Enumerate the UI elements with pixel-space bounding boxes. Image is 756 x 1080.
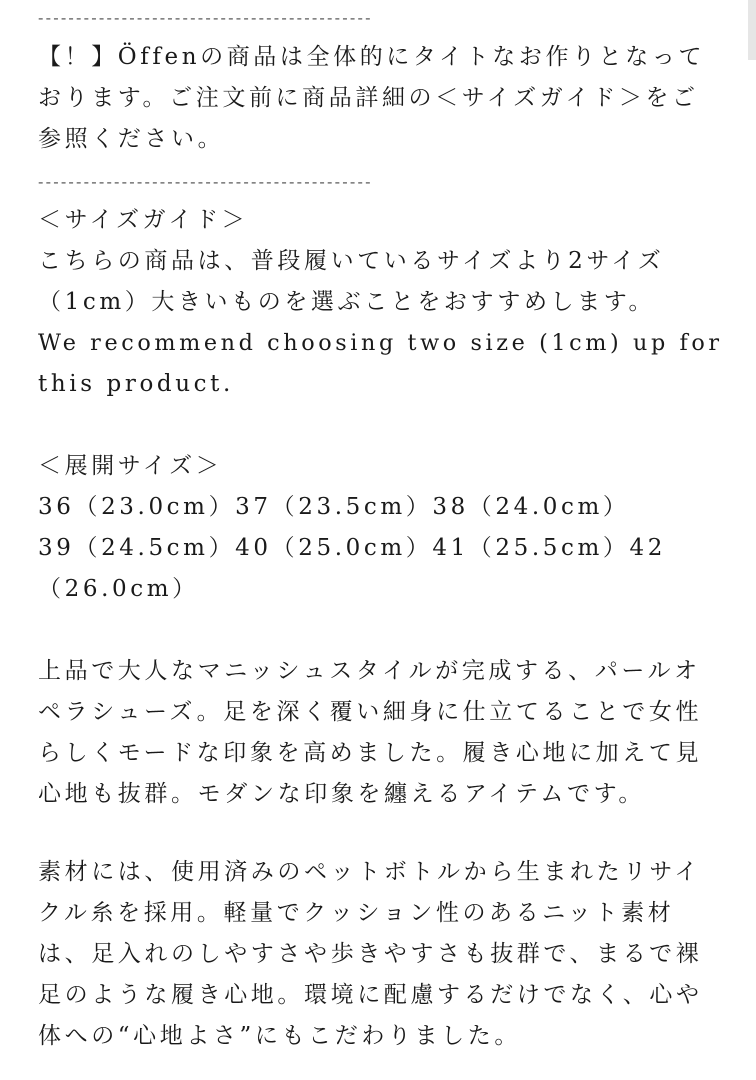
notice-line-3: 参照ください。 <box>38 126 225 152</box>
sizes-line-3: （26.0cm） <box>38 576 199 602</box>
size-guide-line-4: this product. <box>38 371 234 397</box>
description-2-line-3: は、足入れのしやすさや歩きやすさも抜群で、まるで裸 <box>38 941 703 967</box>
scrollbar[interactable] <box>748 0 756 60</box>
sizes-heading: ＜展開サイズ＞ <box>38 453 223 479</box>
description-1-line-4: 心地も抜群。モダンな印象を纏えるアイテムです。 <box>38 781 645 807</box>
description-2-line-5: 体への“心地よさ”にもこだわりました。 <box>38 1023 521 1049</box>
description-2-line-4: 足のような履き心地。環境に配慮するだけでなく、心や <box>38 982 703 1008</box>
size-guide-line-1: こちらの商品は、普段履いているサイズより2サイズ <box>38 248 665 274</box>
separator-bottom: -------------------------------------------- <box>38 172 373 191</box>
size-guide-heading: ＜サイズガイド＞ <box>38 207 249 233</box>
description-1-line-1: 上品で大人なマニッシュスタイルが完成する、パールオ <box>38 658 701 684</box>
description-1-line-2: ペラシューズ。足を深く覆い細身に仕立てることで女性 <box>38 699 703 725</box>
description-1-line-3: らしくモードな印象を高めました。履き心地に加えて見 <box>38 740 703 766</box>
separator-top: -------------------------------------------- <box>38 8 373 27</box>
notice-line-1: 【！】Öffenの商品は全体的にタイトなお作りとなって <box>38 44 706 70</box>
sizes-line-1: 36（23.0cm）37（23.5cm）38（24.0cm） <box>38 494 630 520</box>
size-guide-line-2: （1cm）大きいものを選ぶことをおすすめします。 <box>38 289 656 315</box>
notice-line-2: おります。ご注文前に商品詳細の＜サイズガイド＞をご <box>38 85 699 111</box>
description-2-line-2: クル糸を採用。軽量でクッション性のあるニット素材 <box>38 900 675 926</box>
description-2-line-1: 素材には、使用済みのペットボトルから生まれたリサイ <box>38 859 701 885</box>
size-guide-line-3: We recommend choosing two size (1cm) up for <box>38 330 723 356</box>
sizes-line-2: 39（24.5cm）40（25.0cm）41（25.5cm）42 <box>38 535 666 561</box>
